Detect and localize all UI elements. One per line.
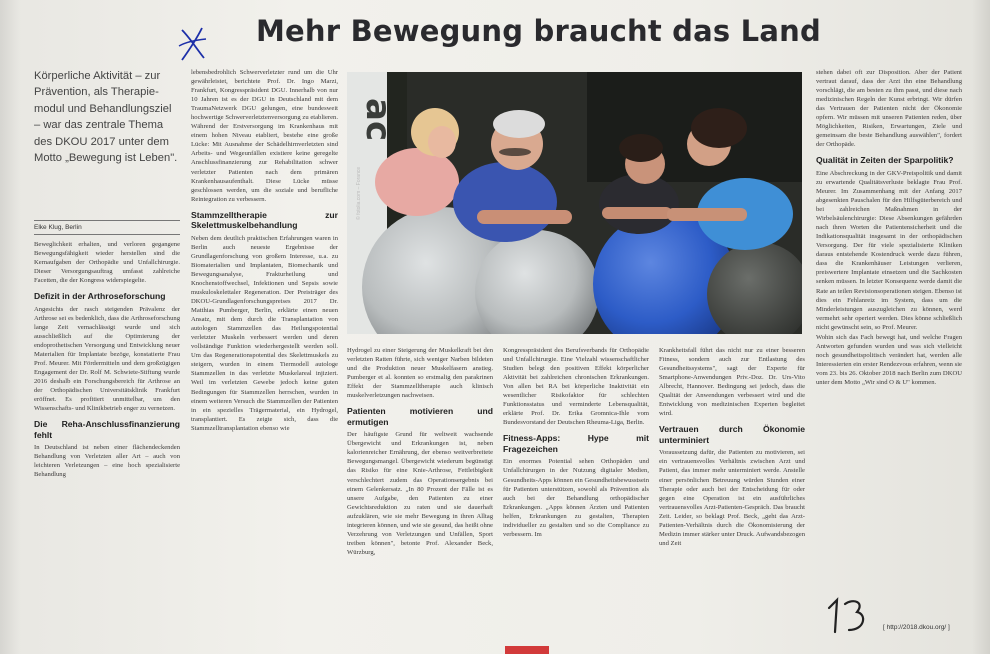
subheading-arthrose: Defizit in der Arthroseforschung bbox=[34, 291, 166, 302]
text-column-2 bbox=[191, 68, 338, 643]
column-1-intro: Beweglichkeit erhalten, und verloren gegangene Bewegungsfähigkeit wieder herstellen sind die Kernaufgaben der Orthopädie und Unfallchirurgie. Dieser Versorgungsauftrag umfasst zahlreiche Facetten, die der Kongress widerspiegelte. bbox=[34, 241, 180, 285]
article-url: [ http://2018.dkou.org/ ] bbox=[883, 624, 950, 631]
subheading-stammzell: Stammzelltherapie zur Skelettmuskelbehandlung bbox=[191, 209, 338, 231]
red-footer-marker bbox=[505, 646, 549, 654]
page-edge-shadow bbox=[972, 0, 990, 654]
article-photo bbox=[347, 72, 802, 334]
lead-divider bbox=[34, 220, 180, 221]
column-3-text-2: Der häufigste Grund für weltweit wachsende Übergewicht und Erkrankungen ist, neben kalorienreicher Ernährung, der ebenso weitverbreitete Bewegungsmangel. Übergewicht wiederum begünstigt das Risiko für eine Knie-Arthrose, Fettleibigkeit verschlechtert zudem das Operationsergebnis bei einem Gelenkersatz. „In 80 Prozent der Fälle ist es unsere Aufgabe, den Patienten zu einer Gewichtsreduktion zu raten und sie dauerhaft aufzuklären, wie sie mehr Bewegung in ihren Alltag integrieren können, und wie sie gesund, das heißt ohne Verzehrung von Verletzungen und Unfällen, Sport treiben können", betonte Prof. Alexander Beck, Würzburg, bbox=[347, 431, 493, 556]
text-column-1 bbox=[34, 240, 180, 640]
handwritten-page-number-icon bbox=[823, 596, 869, 636]
handwritten-x-mark-icon bbox=[176, 22, 210, 64]
column-4-text-1: Kongresspräsident des Berufsverbands für Orthopädie und Unfallchirurgie. Eine Vielzahl wissenschaftlicher Studien belegt den positiven Effekt körperlicher Aktivität bei zahlreichen chronischen Erkrankungen. Von allen bei RA bei körperliche Inaktivität ein wesentlicher Risikofaktor für schlechten Funktionsstatus und verminderte Lebensqualität, erklärte Prof. Dr. Erika Gromnica-Ihle vom Bundesvorstand der Deutschen Rheuma-Liga, Berlin. bbox=[503, 347, 649, 427]
svg-text:ac: ac bbox=[358, 98, 398, 142]
column-4-text-2: Ein enormes Potential sehen Orthopäden und Unfallchirurgen in der Nutzung digitaler Medien, Gesundheits-Apps können ein Gesundheitsbewusstsein für Patienten unterstützen, sowohl als Prävention als auch bei der Behandlung orthopädischer Erkrankungen. „Apps können Ärzten und Patienten helfen, Erkrankungen zu gestalten, Therapien individueller zu gestalten und so die Compliance zu verbessern. Im bbox=[503, 458, 649, 538]
column-1-text-1: Angesichts der rasch steigenden Prävalenz der Arthrose sei es bedenklich, dass die Arthroseforschung lange Zeit vernachlässigt wurde und sich ausschließlich auf die Optimierung der endoprothetischen Versorgung und Entwicklung neuer Materialien für Implantate bezöge, konstatierte Frau Prof. Meurer. Mit Fördermitteln und dem großzügigen Engagement der Dr. Rolf M. Schwiete-Stiftung wurde 2016 deshalb ein Forschungsbereich für Arthrose an der Orthopädischen Universitätsklinik Frankfurt eröffnet. Es profitiert unmittelbar, um den Wissenschafts- und Klinikbetrieb enger zu vernetzen. bbox=[34, 305, 180, 413]
column-3-text-1: Hydrogel zu einer Steigerung der Muskelkraft bei den verletzten Ratten führte, sich weniger Narben bildeten und die Produktion neuer Muskelfasern anstieg. Pumberger et al. konnten so erstmalig den parakrinen Effekt der Stammzelltherapie auch klinisch muskelverletzungen nachweisen. bbox=[347, 347, 493, 400]
column-1-text-2: In Deutschland ist neben einer flächendeckenden Behandlung von Verletzten aller Art – auch von leichteren Verletzungen – eine hoch spezialisierte Behandlung bbox=[34, 444, 180, 479]
column-6-text-2: Eine Abschreckung in der GKV-Preispolitik und damit zu erwartende Qualitätsverluste beklagte Frau Prof. Meurer. Im Zusammenhang mit der Anfang 2017 abgesenkten Pauschalen für den Hilfsgüterbereich und bei zahlreichen Maßnahmen in der Wirbelsäulenchirurgie: Diese Absenkungen gefährden nach ihren Worten die Patientensicherheit und die Indikationsqualität insgesamt in der orthopädischen Versorgung. Der für viele spezialisierte Kliniken daraus entstehende Kostendruck werde dazu führen, dass die Krankenhäuser Leistungen verlieren, preiswertere Implantate einsetzen und die Sachkosten senken müssen. In letzter Konsequenz werde damit die Rate an teilen Revisionsoperationen steigen. Ebenso ist dies ein Fehlanreiz im System, dass um die Minderleistungen auszugleichen zu können, werd vermehrt sehr operiert werden. Dies könne schließlich nicht gewünscht sein, so Prof. Meurer. bbox=[816, 169, 962, 331]
article-headline: Mehr Bewegung braucht das Land bbox=[256, 14, 821, 48]
text-column-6 bbox=[816, 68, 962, 592]
article-lead: Körperliche Aktivität – zur Prävention, als Therapie-modul und Behandlungsziel – war das zentrale Thema des DKOU 2017 unter dem Motto „Bewegung ist Leben". bbox=[34, 70, 178, 165]
column-6-text-1: stehen dabei oft zur Disposition. Aber der Patient vertraut darauf, dass der Arzt ihn eine Behandlung vorschlägt, die am besten zu ihm passt, und diese nach medizinischen Regeln der Kunst erbringt. Wir dürfen das Vertrauen der Patienten nicht der Ökonomie opfern. Wir müssen mit unseren Patienten reden, über Möglichkeiten, Risiken, Erwartungen, Ziele und gemeinsam die beste Behandlung auswählen", fordert der Orthopäde. bbox=[816, 69, 962, 149]
column-5-text-1: Krankheitsfall führt das nicht nur zu einer besseren Fitness, sondern auch zur Entlastung des Gesundheitssystems", sagt der Experte für Smartphone-Anwendungen Priv.-Doz. Dr. Urs-Vito Albrecht, Hannover. Bedingung sei jedoch, dass die Qualität der Anwendungen verbessert wird und die Entwicklung von medizinischen Experten begleitet wird. bbox=[659, 347, 805, 418]
page-fold-shadow bbox=[0, 0, 20, 654]
author-byline: Elke Klug, Berlin bbox=[34, 224, 82, 231]
text-column-4 bbox=[503, 346, 649, 643]
text-column-5 bbox=[659, 346, 805, 643]
subheading-reha: Die Reha-Anschlussfinanzierung fehlt bbox=[34, 419, 180, 440]
subheading-vertrauen: Vertrauen durch Ökonomie unterminiert bbox=[659, 424, 805, 445]
column-2-text-2: Neben dem deutlich praktischen Erfahrungen waren in Berlin auch neueste Ergebnisse der Grundlagenforschung von großem Interesse, u.a. zu Biomaterialien und Implantaten, Biomechanik und Bewegungsanalyse, Frakturheilung und Knochenstoffwechsel, Infektionen und Sepsis sowie muskuloskelettaler Regeneration. Der Preisträger des DKOU-Grundlagenforschungspreises 2017 Dr. Matthias Pumberger, Berlin, erklärte einen neuen Ansatz, mit dem durch die Transplantation von autologen Stammzellen das Heilungspotential verletzter Muskeln verbessert werden und deren vollständige Funktion wiederhergestellt werden soll. Um das Regenerationspotential des Skelettmuskels zu steigern, wurden in einem Tiermodell autologe Stammzellen in das verletzte Muskelareal injiziert. Weil im verletzten Gewebe jedoch keine guten Bedingungen für Stammzellen herrschen, wurden in einem weiteren Versuch die Stammzellen der Patienten in ein spezielles Trägermaterial, ein Hydrogel, transplantiert. Es zeigte sich, dass die Stammzelltransplantation ebenso wie bbox=[191, 234, 338, 432]
subheading-qualitaet: Qualität in Zeiten der Sparpolitik? bbox=[816, 155, 954, 166]
subheading-fitness-apps: Fitness-Apps: Hype mit Fragezeichen bbox=[503, 433, 649, 454]
column-6-text-3: Wohin sich das Fach bewegt hat, und welche Fragen Antworten gefunden wurden und was sich vielleicht noch gesundheitspolitisch verändert hat, werden alle Interessierten ein erster Rendezvous erfahren, wenn sie vom 23. bis 26. Oktober 2018 nach Berlin zum DKOU unter dem Motto „Wir sind O & U" kommen. bbox=[816, 333, 962, 386]
column-5-text-2: Voraussetzung dafür, die Patienten zu motivieren, sei ein vertrauensvolles Verhältnis zwischen Arzt und Patient, das immer mehr unterminiert werde. Anstelle einer persönlichen Betreuung würden Stunden einer Therapie oder auch bei der Entscheidung für oder gegen eine Operation ist ein ausführliches vertrauensvolles Arzt-Patienten-Gespräch. Das braucht Zeit. Leider, so beklagt Prof. Beck, „geht das Arzt-Patienten-Verhältnis durch die Ökonomisierung der Medizin immer stärker unter Druck. Aufwandsbezogen und Zeit bbox=[659, 449, 805, 547]
photo-credit: © fotolia.com – Forance bbox=[356, 166, 362, 220]
column-2-text-1: lebensbedrohlich Schwerverletzter rund um die Uhr gewährleistet, berichtete Prof. Dr. Ingo Marzi, Frankfurt, Kongresspräsident DGU. Innerhalb von nur 10 Jahren ist es der DGU in Deutschland mit dem TraumaNetzwerk DGU gelungen, eine bundesweit hochwertige Schwerverletztenversorgung zu etablieren. Während der Erstversorgung im Krankenhaus mit einem hohen Niveau etabliert, bestehe eine große Lücke: Mit Ausnahme der Schädelhirnverletzten sind Arbeits- und Wegeunfällen existiere keine geregelte Anschlussfinanzierung zur Rehabilitation schwer verletzter Patienten nach dem primären Krankenhausaufenthalt. Diese Lücke müsse geschlossen werden, um die soziale und berufliche Reintegration zu verbessern. bbox=[191, 69, 338, 203]
subheading-patienten: Patienten motivieren und ermutigen bbox=[347, 406, 493, 427]
text-column-3 bbox=[347, 346, 493, 643]
exercise-ball-group-photo bbox=[347, 72, 802, 334]
byline-divider bbox=[34, 234, 180, 235]
